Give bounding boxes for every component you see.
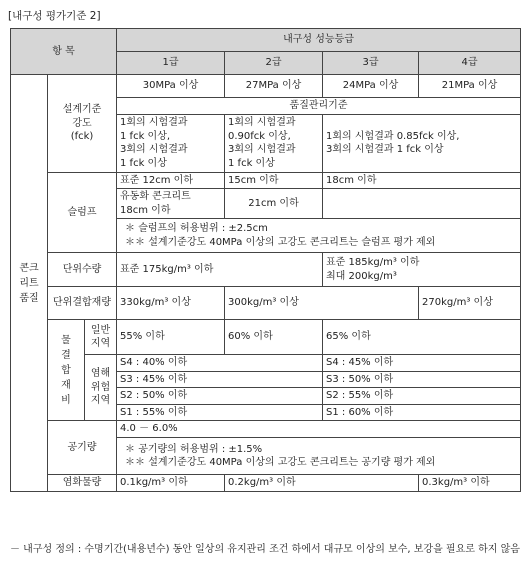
quality-standard: 품질관리기준 <box>117 98 521 115</box>
grade-1-header: 1급 <box>117 52 225 75</box>
chloride-grade-4: 0.3kg/m³ 이하 <box>419 475 521 492</box>
air-content-note: ＊ 공기량의 허용범위 : ±1.5% ＊＊ 설계기준강도 40MPa 이상의 고강도 콘크리트는 공기량 평가 제외 <box>117 438 521 475</box>
item-header: 항 목 <box>11 29 117 75</box>
wb-salt-grade-3-4-s4: S4 : 45% 이하 <box>323 355 521 372</box>
wb-general-grade-3-4: 65% 이하 <box>323 320 521 355</box>
unit-water-label: 단위수량 <box>48 253 117 287</box>
slump-note: ＊ 슬럼프의 허용범위 : ±2.5cm ＊＊ 설계기준강도 40MPa 이상의 고강도 콘크리트는 슬럼프 평가 제외 <box>117 219 521 253</box>
grade-3-header: 3급 <box>323 52 419 75</box>
unit-water-grade-3-4: 표준 185kg/m³ 이하 최대 200kg/m³ <box>323 253 521 287</box>
grade-4-header: 4급 <box>419 52 521 75</box>
chloride-grade-1: 0.1kg/m³ 이하 <box>117 475 225 492</box>
slump-flow-grade-1: 유동화 콘크리트 18cm 이하 <box>117 189 225 219</box>
unit-binder-grade-4: 270kg/m³ 이상 <box>419 287 521 320</box>
air-content-range: 4.0 － 6.0% <box>117 421 521 438</box>
strength-test-grade-3-4: 1회의 시험결과 0.85fck 이상, 3회의 시험결과 1 fck 이상 <box>323 114 521 172</box>
strength-grade-3: 24MPa 이상 <box>323 75 419 98</box>
wb-salt-grade-1-2-s4: S4 : 40% 이하 <box>117 355 323 372</box>
strength-test-grade-1: 1회의 시험결과 1 fck 이상, 3회의 시험결과 1 fck 이상 <box>117 114 225 172</box>
slump-label: 슬럼프 <box>48 172 117 253</box>
grade-group-header: 내구성 성능등급 <box>117 29 521 52</box>
wb-general-label: 일반 지역 <box>85 320 117 355</box>
slump-flow-grade-2: 21cm 이하 <box>225 189 323 219</box>
durability-definition-note: － 내구성 정의 : 수명기간(내용년수) 동안 일상의 유지관리 조건 하에서 대규모 이상의 보수, 보강을 필요로 하지 않음 <box>10 544 520 555</box>
wb-salt-grade-3-4-s2: S2 : 55% 이하 <box>323 388 521 405</box>
wb-salt-grade-3-4-s3: S3 : 50% 이하 <box>323 371 521 388</box>
strength-test-grade-2: 1회의 시험결과 0.90fck 이상, 3회의 시험결과 1 fck 이상 <box>225 114 323 172</box>
unit-binder-grade-1: 330kg/m³ 이상 <box>117 287 225 320</box>
unit-water-grade-1-2: 표준 175kg/m³ 이하 <box>117 253 323 287</box>
slump-standard-grade-3-4: 18cm 이하 <box>323 172 521 189</box>
wb-salt-grade-3-4-s1: S1 : 60% 이하 <box>323 404 521 421</box>
wb-salt-grade-1-2-s1: S1 : 55% 이하 <box>117 404 323 421</box>
chloride-label: 염화물량 <box>48 475 117 492</box>
chloride-grade-2-3: 0.2kg/m³ 이하 <box>225 475 419 492</box>
grade-2-header: 2급 <box>225 52 323 75</box>
strength-label: 설계기준 강도 (fck) <box>48 75 117 173</box>
document-title: [내구성 평가기준 2] <box>8 10 101 22</box>
unit-binder-grade-2-3: 300kg/m³ 이상 <box>225 287 419 320</box>
slump-flow-empty <box>323 189 521 219</box>
slump-standard-grade-2: 15cm 이하 <box>225 172 323 189</box>
unit-binder-label: 단위결합재량 <box>48 287 117 320</box>
wb-ratio-label: 물 결 합 재 비 <box>48 320 85 421</box>
wb-salt-grade-1-2-s3: S3 : 45% 이하 <box>117 371 323 388</box>
wb-salt-label: 염해 위험 지역 <box>85 355 117 421</box>
wb-salt-grade-1-2-s2: S2 : 50% 이하 <box>117 388 323 405</box>
slump-standard-grade-1: 표준 12cm 이하 <box>117 172 225 189</box>
durability-criteria-table <box>10 28 521 492</box>
strength-grade-4: 21MPa 이상 <box>419 75 521 98</box>
wb-general-grade-2: 60% 이하 <box>225 320 323 355</box>
air-content-label: 공기량 <box>48 421 117 475</box>
concrete-quality-category: 콘크 리트 품질 <box>11 75 48 492</box>
strength-grade-2: 27MPa 이상 <box>225 75 323 98</box>
wb-general-grade-1: 55% 이하 <box>117 320 225 355</box>
strength-grade-1: 30MPa 이상 <box>117 75 225 98</box>
